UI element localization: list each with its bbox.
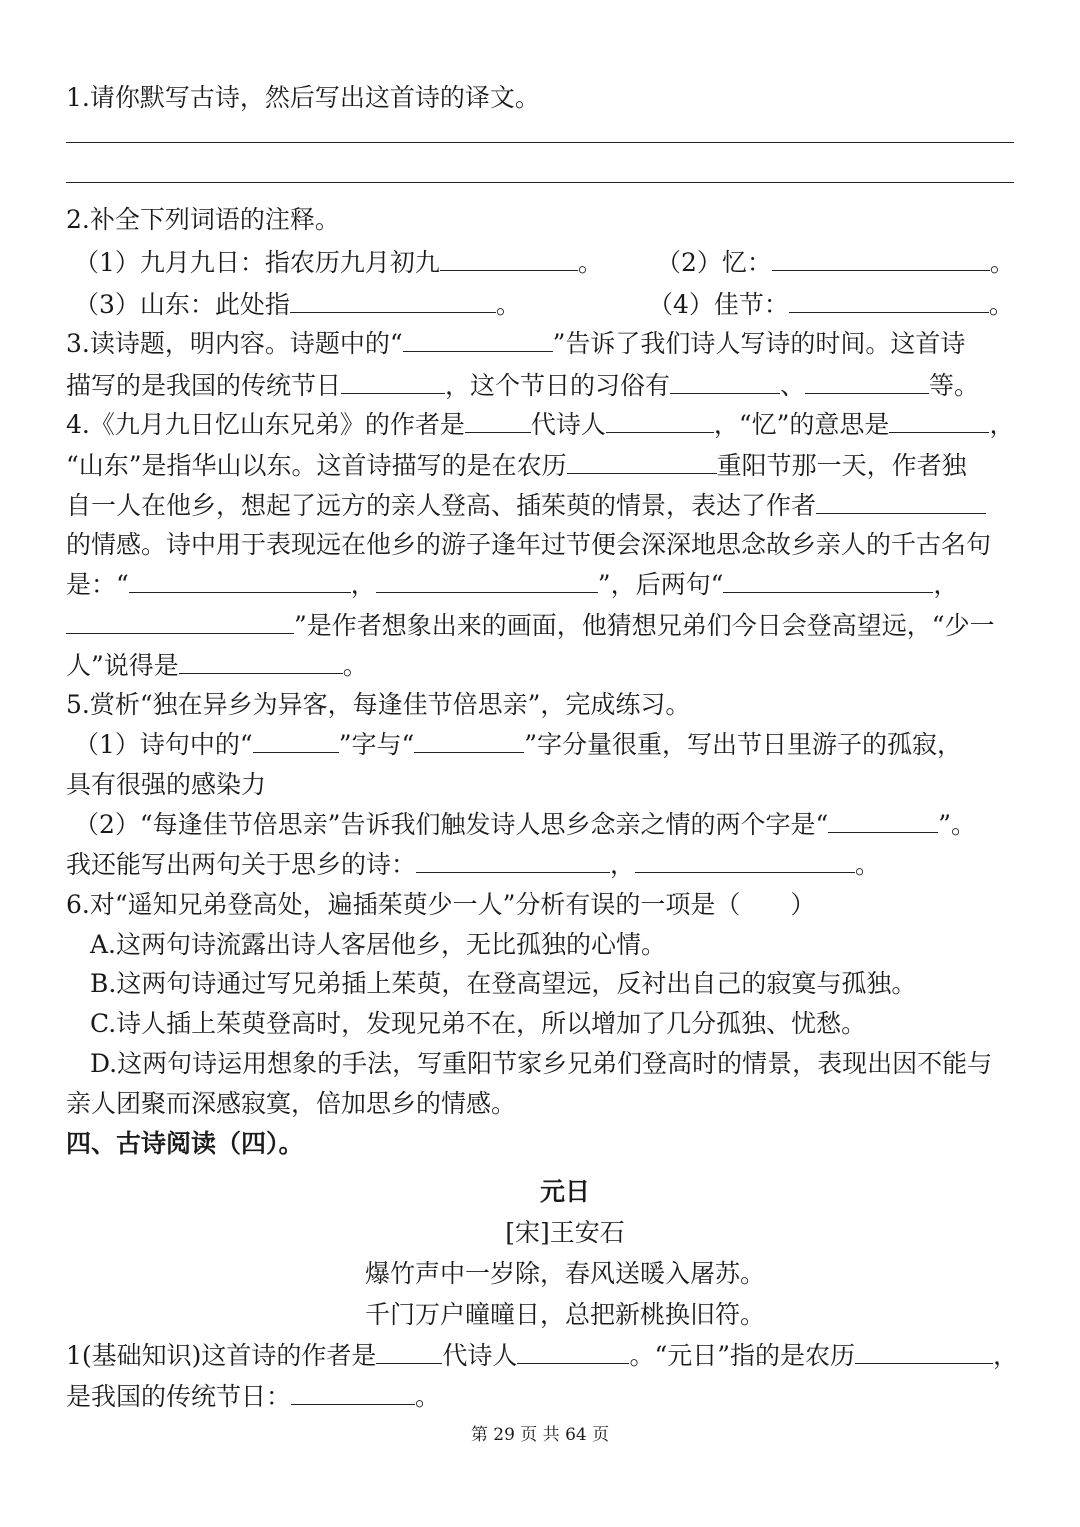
- q3-text-3: 描写的是我国的传统节日: [66, 371, 342, 400]
- q2-item2-blank[interactable]: [772, 248, 990, 271]
- q3-blank-4[interactable]: [805, 371, 929, 394]
- q5-text-3a: 我还能写出两句关于思乡的诗：: [66, 850, 417, 879]
- q6-option-d[interactable]: D.这两句诗运用想象的手法，写重阳节家乡兄弟们登高时的情景，表现出因不能与: [90, 1049, 993, 1078]
- q4-text-a4: ，: [989, 410, 1015, 439]
- q4-blank-date[interactable]: [567, 451, 717, 474]
- q4-text-e1: 是：“: [66, 570, 129, 599]
- q1-prompt: 1.请你默写古诗，然后写出这首诗的译文。: [66, 83, 540, 112]
- p4q1-line-2: [66, 1377, 1018, 1413]
- q5-title: 5.赏析“独在异乡为异客，每逢佳节倍思亲”，完成练习。: [66, 690, 691, 719]
- answer-line-1[interactable]: [66, 142, 1014, 143]
- q4-text-e4: ，: [933, 570, 959, 599]
- q3-line-1: [66, 324, 1018, 360]
- q5-text-1b: ”字与“: [338, 730, 415, 759]
- q3-text-6: 等。: [929, 371, 980, 400]
- q5-sub-1-cont: 具有很强的感染力: [66, 770, 267, 799]
- q5-text-3c: 。: [855, 850, 881, 879]
- q6-option-d-cont: 亲人团聚而深感寂寞，倍加思乡的情感。: [66, 1089, 517, 1118]
- p4q1-text-a2: 代诗人: [442, 1341, 518, 1370]
- q4-line-5: [66, 565, 1018, 601]
- p4q1-blank-date[interactable]: [855, 1341, 993, 1364]
- q2-item1-blank[interactable]: [440, 248, 578, 271]
- q4-blank-verse-3[interactable]: [723, 570, 933, 593]
- q6-option-a[interactable]: A.这两句诗流露出诗人客居他乡，无比孤独的心情。: [90, 930, 667, 959]
- q2-item4-end: 。: [988, 290, 1014, 319]
- poem-title: 元日: [539, 1177, 590, 1206]
- q3-blank-3[interactable]: [670, 371, 780, 394]
- q2-item4-label: （4）佳节：: [648, 290, 789, 319]
- q5-text-1a: （1）诗句中的“: [74, 730, 253, 759]
- q4-text-a3: ，“忆”的意思是: [713, 410, 890, 439]
- q4-blank-emotion[interactable]: [816, 491, 986, 514]
- q4-text-f1: ”是作者想象出来的画面，他猜想兄弟们今日会登高望远，“少一: [294, 611, 995, 640]
- p4q1-text-b1: 是我国的传统节日：: [66, 1382, 292, 1411]
- q3-blank-1[interactable]: [403, 329, 553, 352]
- q3-line-2: [66, 366, 1018, 402]
- q2-item4-blank[interactable]: [789, 290, 989, 313]
- q3-text-4: ，这个节日的习俗有: [445, 371, 671, 400]
- q5-blank-trigger[interactable]: [828, 810, 938, 833]
- q2-item-2: [656, 243, 1018, 279]
- q4-text-a1: 4.《九月九日忆山东兄弟》的作者是: [66, 410, 465, 439]
- q4-blank-verse-1[interactable]: [129, 570, 351, 593]
- q4-line-1: [66, 405, 1018, 441]
- q3-text-2: ”告诉了我们诗人写诗的时间。这首诗: [552, 329, 966, 358]
- q3-text-1: 3.读诗题，明内容。诗题中的“: [66, 329, 403, 358]
- q5-sub-2: [74, 805, 1018, 841]
- q5-blank-char-2[interactable]: [414, 730, 524, 753]
- q3-blank-2[interactable]: [341, 371, 445, 394]
- q3-text-5: 、: [780, 371, 806, 400]
- q4-text-g1: 人”说得是: [66, 651, 179, 680]
- poem-line-1: 爆竹声中一岁除，春风送暖入屠苏。: [364, 1259, 765, 1288]
- q4-blank-reason[interactable]: [179, 651, 343, 674]
- q4-text-b2: 重阳节那一天，作者独: [716, 451, 967, 480]
- p4q1-text-a4: ，: [993, 1341, 1019, 1370]
- p4q1-blank-dynasty[interactable]: [376, 1341, 442, 1364]
- q5-text-2b: ”。: [938, 810, 977, 839]
- p4q1-line-1: [66, 1336, 1018, 1372]
- poem-author: [宋]王安石: [505, 1218, 625, 1247]
- q5-blank-poem-2[interactable]: [635, 850, 855, 873]
- q4-blank-poet[interactable]: [606, 410, 714, 433]
- q4-line-6: [66, 606, 1018, 642]
- q2-item3-end: 。: [495, 290, 521, 319]
- q4-blank-dynasty[interactable]: [465, 410, 531, 433]
- q4-text-e2: ，: [350, 570, 376, 599]
- q6-option-b[interactable]: B.这两句诗通过写兄弟插上茱萸，在登高望远，反衬出自己的寂寞与孤独。: [90, 969, 917, 998]
- q6-title: 6.对“遥知兄弟登高处，遍插茱萸少一人”分析有误的一项是（ ）: [66, 890, 816, 919]
- q5-text-1c: ”字分量很重，写出节日里游子的孤寂，: [524, 730, 963, 759]
- q4-text-c1: 自一人在他乡，想起了远方的亲人登高、插茱萸的情景，表达了作者: [66, 491, 817, 520]
- poem-line-2: 千门万户曈曈日，总把新桃换旧符。: [364, 1300, 765, 1329]
- q2-item2-label: （2）忆：: [656, 248, 772, 277]
- q4-text-a2: 代诗人: [530, 410, 606, 439]
- p4q1-blank-poet[interactable]: [517, 1341, 629, 1364]
- q2-item3-label: （3）山东：此处指: [74, 290, 290, 319]
- q5-text-3b: ，: [610, 850, 636, 879]
- q2-item2-end: 。: [989, 248, 1015, 277]
- p4q1-text-a1: 1(基础知识)这首诗的作者是: [66, 1341, 377, 1370]
- q2-item-4: [648, 285, 1018, 321]
- q4-line-7: [66, 646, 1018, 682]
- page-number: 第 29 页 共 64 页: [470, 1425, 610, 1445]
- q4-line-2: [66, 446, 1018, 482]
- q4-line-4: 的情感。诗中用于表现远在他乡的游子逢年过节便会深深地思念故乡亲人的千古名句: [66, 530, 992, 559]
- q5-sub-1: [74, 725, 1018, 761]
- q4-text-g2: 。: [342, 651, 368, 680]
- q2-title: 2.补全下列词语的注释。: [66, 205, 340, 234]
- q4-line-3: [66, 486, 1018, 522]
- p4q1-text-b2: 。: [415, 1382, 441, 1411]
- q2-item1-end: 。: [577, 248, 603, 277]
- q5-text-2a: （2）“每逢佳节倍思亲”告诉我们触发诗人思乡念亲之情的两个字是“: [74, 810, 829, 839]
- q4-blank-verse-2[interactable]: [376, 570, 598, 593]
- q5-sub-3: [66, 845, 1018, 881]
- section-heading: 四、古诗阅读（四）。: [66, 1129, 304, 1158]
- q4-text-e3: ”，后两句“: [597, 570, 724, 599]
- q5-blank-char-1[interactable]: [253, 730, 339, 753]
- q4-text-b1: “山东”是指华山以东。这首诗描写的是在农历: [66, 451, 567, 480]
- q4-blank-verse-4[interactable]: [66, 611, 294, 634]
- q2-item3-blank[interactable]: [290, 290, 496, 313]
- p4q1-blank-festival[interactable]: [291, 1382, 415, 1405]
- answer-line-2[interactable]: [66, 182, 1014, 183]
- q5-blank-poem-1[interactable]: [416, 850, 610, 873]
- q4-blank-meaning[interactable]: [889, 410, 989, 433]
- q6-option-c[interactable]: C.诗人插上茱萸登高时，发现兄弟不在，所以增加了几分孤独、忧愁。: [90, 1009, 867, 1038]
- q2-item1-label: （1）九月九日：指农历九月初九: [74, 248, 440, 277]
- p4q1-text-a3: 。“元日”指的是农历: [629, 1341, 855, 1370]
